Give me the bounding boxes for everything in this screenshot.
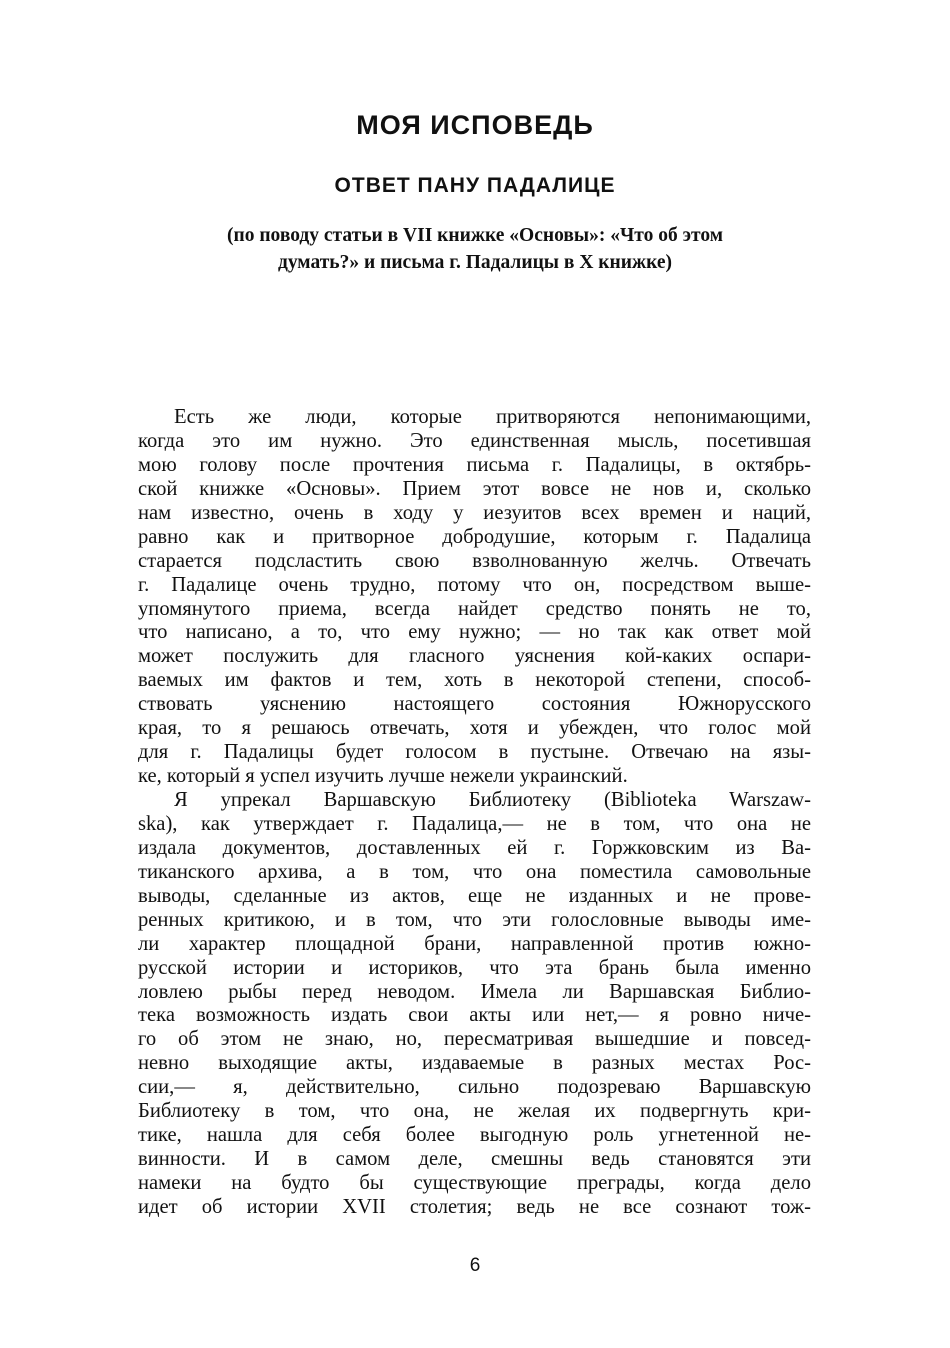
text-line: Есть же люди, которые притворяются непонимающими, xyxy=(174,406,811,428)
text-line: невно выходящие акты, издаваемые в разных местах Рос- xyxy=(138,1052,811,1075)
text-line: для г. Падалицы будет голосом в пустыне. Отвечаю на язы- xyxy=(138,741,811,764)
subtitle-note xyxy=(145,222,805,276)
text-line: ska), как утверждает г. Падалица,— не в том, что она не xyxy=(138,812,811,835)
page-number: 6 xyxy=(469,1255,481,1276)
text-line: тека возможность издать свои акты или нет,— я ровно ниче- xyxy=(138,1004,811,1027)
text-line: г. Падалице очень трудно, потому что он, посредством выше- xyxy=(138,573,811,596)
text-line: когда это им нужно. Это единственная мысль, посетившая xyxy=(138,429,811,452)
body-text xyxy=(138,406,811,1220)
text-line: издала документов, доставленных ей г. Горжковским из Ва- xyxy=(138,836,811,859)
subtitle-note-line: (по поводу статьи в VII книжке «Основы»: «Что об этом xyxy=(226,225,724,246)
text-line: Я упрекал Варшавскую Библиотеку (Biblioteka Warszaw- xyxy=(174,789,811,811)
text-line: равно как и притворное добродушие, которым г. Падалица xyxy=(138,525,811,548)
text-line: ке, который я успел изучить лучше нежели украинский. xyxy=(138,765,628,788)
text-line: может послужить для гласного уяснения кой-каких оспари- xyxy=(138,645,811,668)
text-line: нам известно, очень в ходу у иезуитов всех времен и наций, xyxy=(138,501,811,524)
text-line: мою голову после прочтения письма г. Падалицы, в октябрь- xyxy=(138,453,811,476)
text-line: винности. И в самом деле, смешны ведь становятся эти xyxy=(138,1148,811,1171)
page-subtitle: ОТВЕТ ПАНУ ПАДАЛИЦЕ xyxy=(334,174,616,197)
text-line: выводы, сделанные из актов, еще не изданных и не прове- xyxy=(138,884,811,907)
text-line: что написано, а то, что ему нужно; — но так как ответ мой xyxy=(138,621,811,644)
text-line: русской истории и историков, что эта брань была именно xyxy=(138,956,811,979)
text-line: сии,— я, действительно, сильно подозреваю Варшавскую xyxy=(138,1076,811,1099)
text-line: старается подсластить свою взволнованную желчь. Отвечать xyxy=(138,549,811,572)
text-line: ли характер площадной брани, направленной против южно- xyxy=(138,932,811,955)
text-line: ствовать уяснению настоящего состояния Южнорусского xyxy=(138,693,811,716)
text-line: упомянутого приема, всегда найдет средство понять не то, xyxy=(138,597,811,620)
subtitle-note-line: думать?» и письма г. Падалицы в X книжке) xyxy=(277,252,673,273)
text-line: тике, нашла для себя более выгодную роль угнетенной не- xyxy=(138,1124,811,1147)
text-line: ваемых им фактов и тем, хоть в некоторой степени, способ- xyxy=(138,669,811,692)
text-line: идет об истории XVII столетия; ведь не все сознают тож- xyxy=(138,1195,811,1218)
text-line: го об этом не знаю, но, пересматривая вышедшие и повсед- xyxy=(138,1028,811,1051)
paragraph xyxy=(138,406,811,789)
text-line: ренных критикою, и в том, что эти голословные выводы име- xyxy=(138,908,811,931)
text-line: намеки на будто бы существующие преграды, когда дело xyxy=(138,1172,811,1194)
text-line: тиканского архива, а в том, что она поместила самовольные xyxy=(138,860,811,883)
text-line: ской книжке «Основы». Прием этот вовсе не нов и, сколько xyxy=(138,477,811,500)
text-line: ловлею рыбы перед неводом. Имела ли Варшавская Библио- xyxy=(138,980,811,1003)
page-title: МОЯ ИСПОВЕДЬ xyxy=(356,110,594,140)
text-line: края, то я решаюсь отвечать, хотя и убежден, что голос мой xyxy=(138,717,811,740)
paragraph xyxy=(138,789,811,1220)
text-line: Библиотеку в том, что она, не желая их подвергнуть кри- xyxy=(138,1100,811,1123)
